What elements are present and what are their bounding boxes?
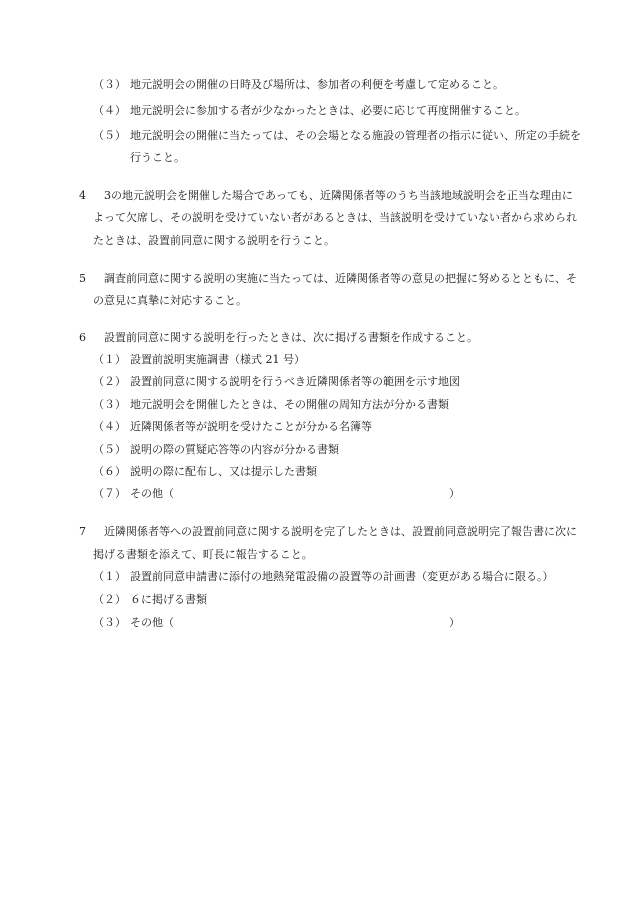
item-text: 近隣関係者等が説明を受けたことが分かる名簿等: [130, 420, 372, 433]
paragraph-line: たときは、設置前同意に関する説明を行うこと。: [93, 234, 335, 247]
paragraph-line: の意見に真摯に対応すること。: [93, 294, 247, 307]
item-text: 地元説明会を開催したときは、その開催の周知方法が分かる書類: [130, 398, 449, 411]
item-label: （２）: [93, 593, 126, 606]
item-label: （５）: [93, 443, 126, 456]
closing-paren: ）: [449, 616, 460, 629]
paragraph-line: よって欠席し、その説明を受けていない者があるときは、当該説明を受けていない者から求められ: [93, 211, 577, 224]
section-number: 5: [79, 272, 86, 285]
item-text: 地元説明会の開催に当たっては、その会場となる施設の管理者の指示に従い、所定の手続を: [130, 129, 581, 142]
item-text: 設置前説明実施調書（様式 21 号）: [130, 353, 305, 366]
item-text: 説明の際に配布し、又は提示した書類: [130, 465, 317, 478]
closing-paren: ）: [449, 487, 460, 500]
paragraph-line: 掲げる書類を添えて、町長に報告すること。: [93, 548, 313, 561]
item-text: その他（: [130, 487, 174, 500]
item-text: 地元説明会の開催の日時及び場所は、参加者の利便を考慮して定めること。: [130, 78, 504, 91]
item-text: その他（: [130, 616, 174, 629]
item-label: （４）: [93, 420, 126, 433]
item-label: （２）: [93, 375, 126, 388]
item-text: ６に掲げる書類: [130, 593, 207, 606]
paragraph-line: 調査前同意に関する説明の実施に当たっては、近隣関係者等の意見の把握に努めるとともに、そ: [104, 272, 577, 285]
item-label: （３）: [93, 616, 126, 629]
section-number: 7: [79, 525, 86, 538]
item-text: 説明の際の質疑応答等の内容が分かる書類: [130, 443, 339, 456]
item-label: （７）: [93, 487, 126, 500]
paragraph-line: 3の地元説明会を開催した場合であっても、近隣関係者等のうち当該地域説明会を正当な理由に: [104, 189, 573, 202]
item-label: （３）: [93, 78, 126, 91]
item-label: （４）: [93, 104, 126, 117]
item-label: （１）: [93, 353, 126, 366]
item-label: （６）: [93, 465, 126, 478]
item-label: （３）: [93, 398, 126, 411]
item-label: （１）: [93, 570, 126, 583]
item-label: （５）: [93, 129, 126, 142]
item-text: 設置前同意に関する説明を行うべき近隣関係者等の範囲を示す地図: [130, 375, 460, 388]
item-text: 行うこと。: [130, 151, 185, 164]
item-text: 設置前同意申請書に添付の地熱発電設備の設置等の計画書（変更がある場合に限る。）: [130, 570, 554, 583]
section-number: 4: [79, 189, 86, 202]
paragraph-line: 設置前同意に関する説明を行ったときは、次に掲げる書類を作成すること。: [104, 331, 478, 344]
paragraph-line: 近隣関係者等への設置前同意に関する説明を完了したときは、設置前同意説明完了報告書に次に: [104, 525, 577, 538]
section-number: 6: [79, 331, 86, 344]
item-text: 地元説明会に参加する者が少なかったときは、必要に応じて再度開催すること。: [130, 104, 526, 117]
